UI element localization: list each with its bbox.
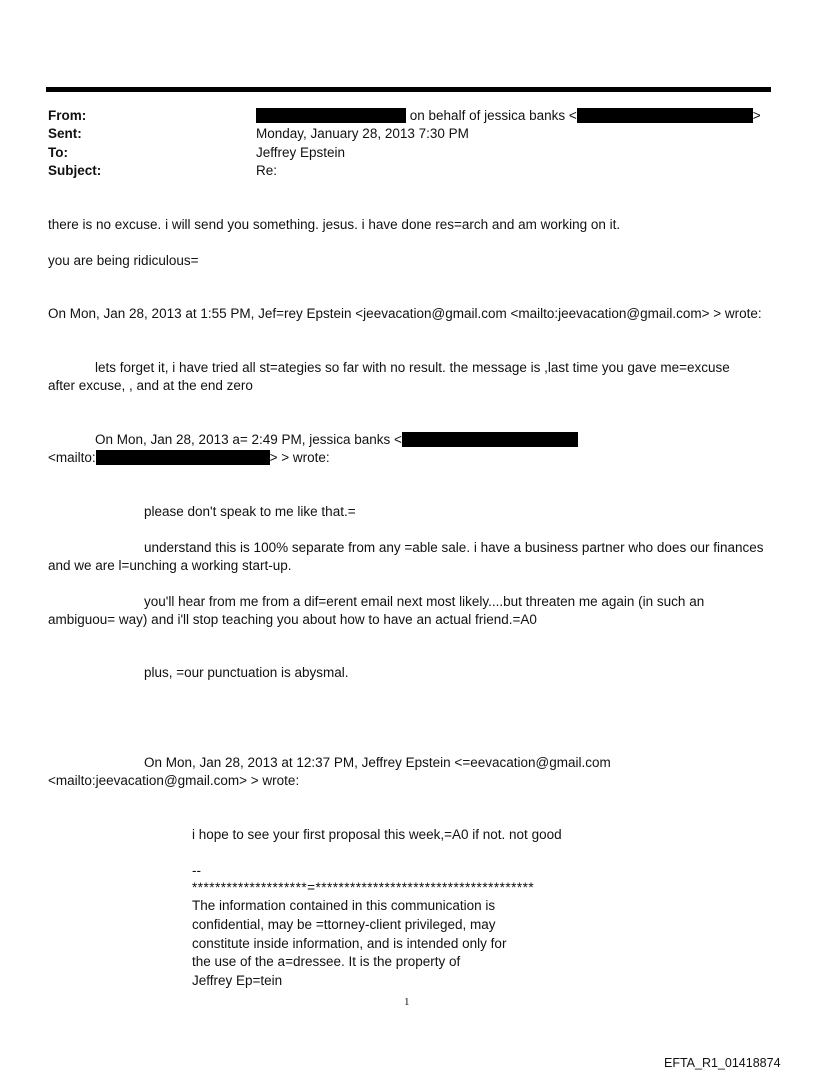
body-line: and we are l=unching a working start-up.	[48, 558, 292, 573]
quote-header: On Mon, Jan 28, 2013 at 12:37 PM, Jeffrey Epstein <=eevacation@gmail.com	[144, 755, 611, 770]
notice-line: the use of the a=dressee. It is the property of	[192, 954, 461, 970]
sent-value: Monday, January 28, 2013 7:30 PM	[256, 126, 469, 141]
mailto-prefix: <mailto:	[48, 450, 96, 465]
signature-stars: ********************=**************************************	[192, 880, 535, 895]
quote-header: <mailto:jeevacation@gmail.com> > wrote:	[48, 773, 300, 788]
confidentiality-notice	[192, 897, 506, 991]
body-line: after excuse, , and at the end zero	[48, 378, 253, 393]
notice-line: The information contained in this communication is	[192, 898, 496, 913]
bates-number: EFTA_R1_01418874	[664, 1056, 781, 1070]
quote-header	[95, 431, 578, 449]
notice-line: constitute inside information, and is intended only for	[192, 935, 507, 951]
redaction-box	[402, 432, 578, 447]
subject-label: Subject:	[48, 163, 102, 178]
sent-label: Sent:	[48, 126, 82, 141]
notice-line: confidential, may be =ttorney-client privileged, may	[192, 916, 496, 932]
from-close: >	[752, 108, 761, 123]
body-line: i hope to see your first proposal this week,=A0 if not. not good	[192, 827, 562, 842]
quote-header: On Mon, Jan 28, 2013 at 1:55 PM, Jef=rey Epstein <jeevacation@gmail.com <mailto:jeevacation@gmail.com> > wrote:	[48, 306, 762, 321]
header-rule	[46, 87, 771, 92]
redaction-box	[96, 450, 270, 465]
body-line: understand this is 100% separate from any =able sale. i have a business partner who does our finances	[144, 540, 764, 555]
signature-dashes: --	[192, 863, 201, 878]
body-line: lets forget it, i have tried all st=ategies so far with no result. the message is ,last time you gave me=excuse	[95, 360, 730, 375]
from-text: on behalf of jessica banks <	[409, 108, 577, 123]
body-line: you are being ridiculous=	[48, 253, 199, 268]
to-label: To:	[48, 145, 68, 160]
body-line: there is no excuse. i will send you something. jesus. i have done res=arch and am working on it.	[48, 217, 621, 232]
body-line: you'll hear from me from a dif=erent email next most likely....but threaten me again (in such an	[144, 594, 705, 609]
redaction-box	[256, 108, 406, 123]
body-line: please don't speak to me like that.=	[144, 504, 356, 519]
to-value: Jeffrey Epstein	[256, 145, 346, 160]
mailto-suffix: > > wrote:	[269, 450, 330, 465]
from-value	[256, 107, 761, 125]
quote-header	[48, 449, 330, 467]
redaction-box	[577, 108, 753, 123]
subject-value: Re:	[256, 163, 278, 178]
from-label: From:	[48, 108, 87, 123]
quote-header-text: On Mon, Jan 28, 2013 a= 2:49 PM, jessica banks <	[95, 432, 402, 447]
page-number: 1	[404, 996, 410, 1008]
body-line: plus, =our punctuation is abysmal.	[144, 665, 349, 680]
body-line: ambiguou= way) and i'll stop teaching you about how to have an actual friend.=A0	[48, 612, 537, 627]
notice-line: Jeffrey Ep=tein	[192, 973, 283, 989]
